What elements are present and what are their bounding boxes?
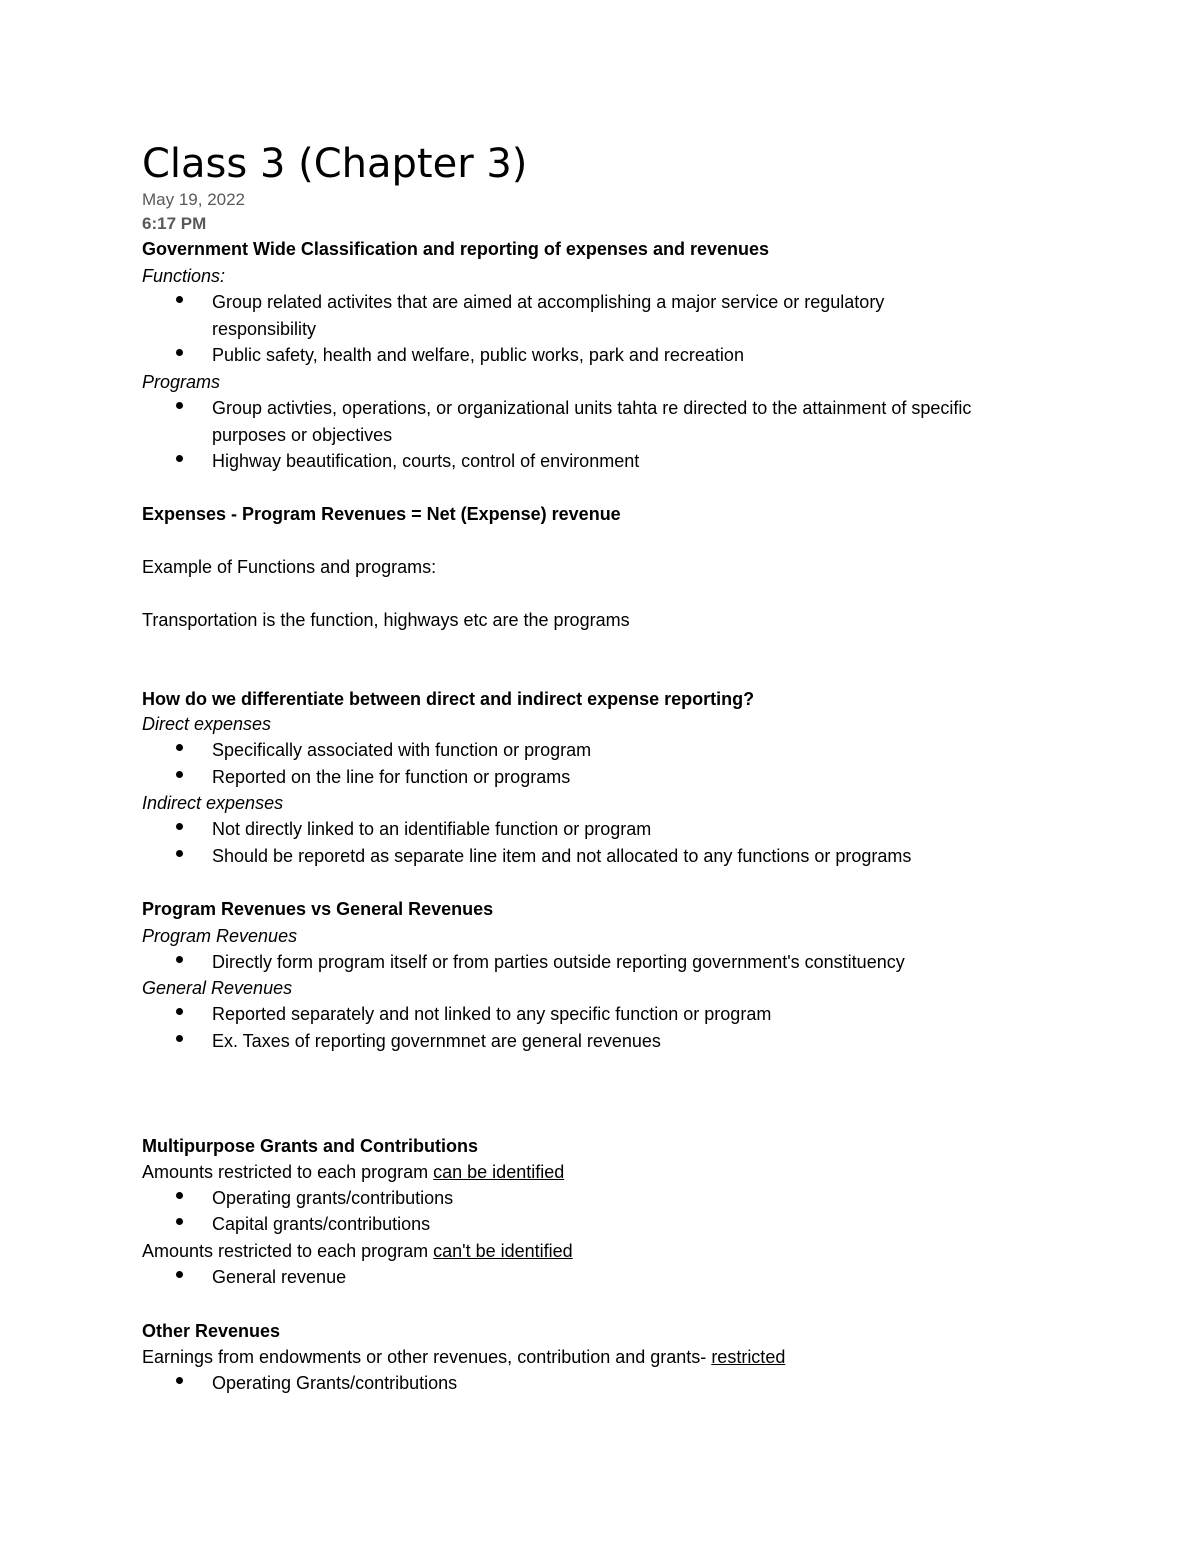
list-item: Public safety, health and welfare, public works, park and recreation [212, 345, 744, 365]
grants-line-not-identified [142, 1239, 573, 1263]
list-item: Ex. Taxes of reporting governmnet are general revenues [212, 1031, 661, 1051]
list-item: Specifically associated with function or program [212, 740, 592, 760]
functions-label: Functions: [142, 266, 226, 286]
bullet-icon [176, 402, 183, 409]
bullet-icon [176, 296, 183, 303]
bullet-icon [176, 1008, 183, 1015]
section-heading-expenses: How do we differentiate between direct and indirect expense reporting? [142, 689, 755, 709]
list-item: Reported separately and not linked to any specific function or program [212, 1004, 772, 1024]
list-item: General revenue [212, 1267, 347, 1287]
list-item: Should be reporetd as separate line item and not allocated to any functions or programs [212, 846, 912, 866]
bullet-icon [176, 349, 183, 356]
general-revenues-label: General Revenues [142, 978, 293, 998]
underlined-phrase: can't be identified [433, 1241, 573, 1261]
bullet-icon [176, 744, 183, 751]
list-item: Operating grants/contributions [212, 1188, 454, 1208]
list-item: Directly form program itself or from parties outside reporting government's constituency [212, 952, 905, 972]
bullet-icon [176, 850, 183, 857]
grants-line-identified [142, 1160, 564, 1184]
line-prefix: Earnings from endowments or other revenues, contribution and grants- [142, 1347, 712, 1367]
programs-label: Programs [142, 372, 221, 392]
underlined-phrase: restricted [711, 1347, 786, 1367]
page-title: Class 3 (Chapter 3) [142, 141, 528, 187]
list-item-continuation: responsibility [212, 319, 317, 339]
bullet-icon [176, 1271, 183, 1278]
bullet-icon [176, 823, 183, 830]
bullet-icon [176, 956, 183, 963]
line-prefix: Amounts restricted to each program [142, 1162, 434, 1182]
section-heading-classification: Government Wide Classification and reporting of expenses and revenues [142, 239, 769, 259]
other-revenues-line [142, 1345, 785, 1369]
example-text: Transportation is the function, highways etc are the programs [142, 610, 630, 630]
bullet-icon [176, 1218, 183, 1225]
bullet-icon [176, 1192, 183, 1199]
bullet-icon [176, 455, 183, 462]
list-item: Highway beautification, courts, control of environment [212, 451, 640, 471]
list-item: Operating Grants/contributions [212, 1373, 458, 1393]
note-date: May 19, 2022 [142, 190, 246, 209]
list-item: Group activties, operations, or organizational units tahta re directed to the attainment of specific [212, 398, 972, 418]
underlined-phrase: can be identified [433, 1162, 565, 1182]
formula-heading: Expenses - Program Revenues = Net (Expense) revenue [142, 504, 621, 524]
section-heading-grants: Multipurpose Grants and Contributions [142, 1136, 478, 1156]
list-item: Group related activites that are aimed at accomplishing a major service or regulatory [212, 292, 885, 312]
example-label: Example of Functions and programs: [142, 557, 437, 577]
list-item-continuation: purposes or objectives [212, 425, 393, 445]
section-heading-revenues: Program Revenues vs General Revenues [142, 899, 494, 919]
indirect-expenses-label: Indirect expenses [142, 793, 284, 813]
bullet-icon [176, 771, 183, 778]
list-item: Not directly linked to an identifiable function or program [212, 819, 652, 839]
bullet-icon [176, 1377, 183, 1384]
line-prefix: Amounts restricted to each program [142, 1241, 434, 1261]
section-heading-other-revenues: Other Revenues [142, 1321, 281, 1341]
bullet-icon [176, 1035, 183, 1042]
program-revenues-label: Program Revenues [142, 926, 298, 946]
note-time: 6:17 PM [142, 214, 207, 233]
list-item: Capital grants/contributions [212, 1214, 431, 1234]
list-item: Reported on the line for function or programs [212, 767, 571, 787]
direct-expenses-label: Direct expenses [142, 714, 272, 734]
